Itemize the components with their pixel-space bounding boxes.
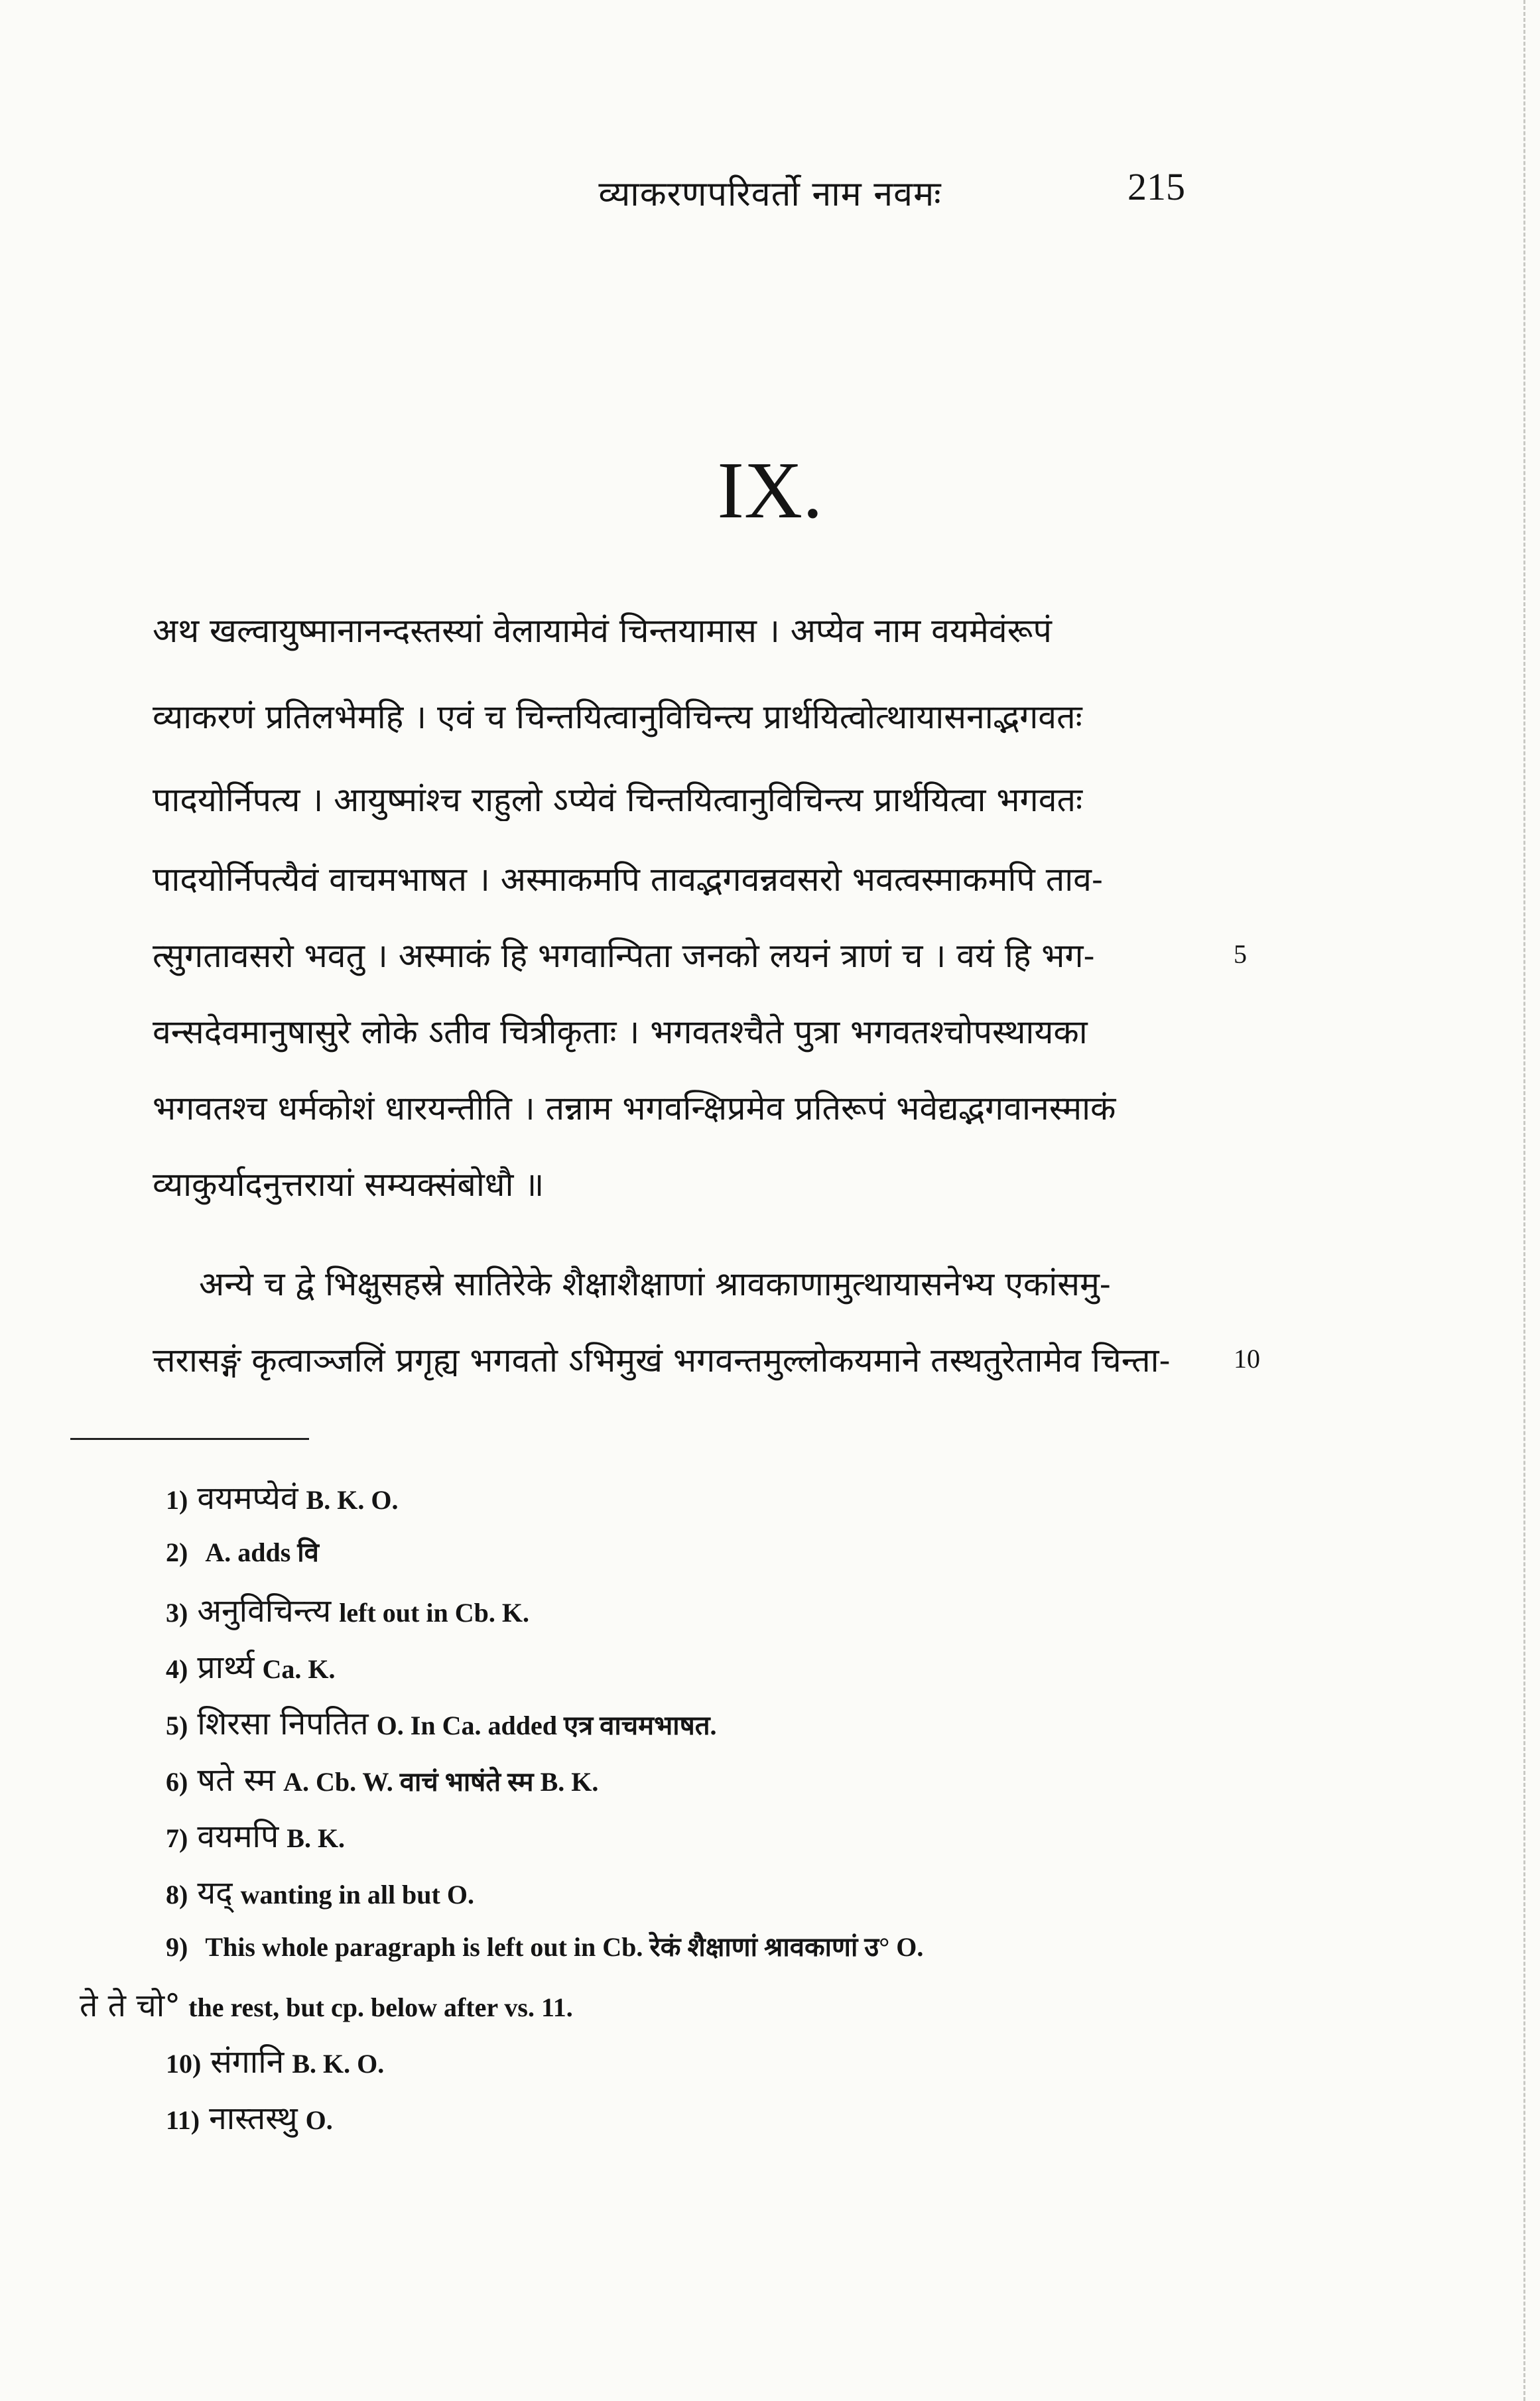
- footnote-variant: वयमप्येवं: [197, 1480, 298, 1517]
- footnote: [166, 1476, 1253, 1519]
- footnote-variant: अनुविचिन्त्य: [197, 1592, 332, 1630]
- footnote-note: B. K.: [287, 1823, 346, 1853]
- text-line: पादयोर्निपत्यैवं वाचमभाषत । अस्माकमपि तावद्भगवन्नवसरो भवत्वस्माकमपि ताव-: [153, 860, 1103, 899]
- footnote-number: 8): [166, 1880, 188, 1910]
- chapter-heading: IX.: [717, 446, 823, 535]
- footnote: [166, 1645, 1253, 1688]
- text-line: व्याकरणं प्रतिलभेमहि । एवं च चिन्तयित्वानुविचिन्त्य प्रार्थयित्वोत्थायासनाद्भगवतः: [153, 698, 1082, 736]
- footnote-number: 1): [166, 1485, 188, 1515]
- footnote: [166, 1589, 1253, 1632]
- footnote: [166, 1927, 1253, 1964]
- footnote-variant: ते ते चो°: [80, 1987, 181, 2024]
- page-number: 215: [1127, 165, 1185, 208]
- text-line: त्सुगतावसरो भवतु । अस्माकं हि भगवान्पिता जनको लयनं त्राणं च । वयं हि भग-: [153, 937, 1095, 975]
- footnote-note: A. adds वि: [205, 1537, 319, 1567]
- footnote-note: A. Cb. W. वाचं भाषंते स्म B. K.: [283, 1767, 599, 1797]
- footnote-variant: षते स्म: [197, 1762, 276, 1799]
- text-line: व्याकुर्यादनुत्तरायां सम्यक्संबोधौ ॥: [153, 1165, 545, 1204]
- footnote-number: 5): [166, 1711, 188, 1740]
- footnote-number: 6): [166, 1767, 188, 1797]
- text-line: भगवतश्च धर्मकोशं धारयन्तीति । तन्नाम भगवन्क्षिप्रमेव प्रतिरूपं भवेद्यद्भगवानस्माकं: [153, 1089, 1116, 1128]
- footnote-rule: [70, 1438, 309, 1440]
- footnote-note: O.: [305, 2105, 333, 2135]
- footnote-note: B. K. O.: [306, 1485, 399, 1515]
- running-header: व्याकरणपरिवर्तो नाम नवमः: [598, 174, 942, 214]
- footnote: [166, 1870, 1253, 1914]
- footnote-variant: संगानि: [210, 2044, 285, 2081]
- footnote-number: 3): [166, 1598, 188, 1628]
- text-line: अथ खल्वायुष्मानानन्दस्तस्यां वेलायामेवं चिन्तयामास । अप्येव नाम वयमेवंरूपं: [153, 612, 1052, 650]
- footnote-note: the rest, but cp. below after vs. 11.: [188, 1992, 573, 2022]
- footnote: [166, 1758, 1253, 1801]
- footnote-number: 2): [166, 1537, 188, 1567]
- footnote-number: 10): [166, 2049, 202, 2079]
- text-line: पादयोर्निपत्य । आयुष्मांश्च राहुलो ऽप्येवं चिन्तयित्वानुविचिन्त्य प्रार्थयित्वा भगवतः: [153, 781, 1083, 819]
- footnote: [166, 1814, 1253, 1857]
- footnote-note: This whole paragraph is left out in Cb. रेकं शैक्षाणां श्रावकाणां उ° O.: [205, 1932, 924, 1962]
- line-number: 5: [1234, 939, 1247, 969]
- footnote-number: 4): [166, 1654, 188, 1684]
- footnote-number: 9): [166, 1932, 188, 1962]
- footnote: [166, 2096, 1253, 2139]
- footnote-variant: नास्तस्थु: [209, 2100, 298, 2137]
- footnote: [166, 1532, 1253, 1569]
- footnote: [166, 1701, 1253, 1744]
- footnote: [166, 2040, 1253, 2083]
- footnote-continuation: [70, 1983, 1158, 2026]
- footnote-variant: वयमपि: [197, 1818, 279, 1855]
- text-line: त्तरासङ्गं कृत्वाञ्जलिं प्रगृह्य भगवतो ऽभिमुखं भगवन्तमुल्लोकयमाने तस्थतुरेतामेव चिन्ता-: [153, 1341, 1171, 1380]
- footnote-variant: यद्: [197, 1874, 233, 1912]
- footnote-number: 11): [166, 2105, 200, 2135]
- footnote-variant: शिरसा निपतित: [197, 1705, 369, 1742]
- footnote-variant: प्रार्थ्य: [197, 1649, 255, 1686]
- footnote-note: Ca. K.: [262, 1654, 336, 1684]
- text-line: अन्ये च द्वे भिक्षुसहस्रे सातिरेके शैक्षाशैक्षाणां श्रावकाणामुत्थायासनेभ्य एकांसमु-: [199, 1265, 1111, 1303]
- page-edge: [1521, 0, 1525, 2401]
- footnote-number: 7): [166, 1823, 188, 1853]
- footnote-note: wanting in all but O.: [240, 1880, 474, 1910]
- footnote-note: left out in Cb. K.: [339, 1598, 529, 1628]
- footnote-note: O. In Ca. added एत्र वाचमभाषत.: [376, 1711, 717, 1740]
- line-number: 10: [1234, 1344, 1260, 1374]
- text-line: वन्सदेवमानुषासुरे लोके ऽतीव चित्रीकृताः । भगवतश्चैते पुत्रा भगवतश्चोपस्थायका: [153, 1013, 1088, 1051]
- footnote-note: B. K. O.: [292, 2049, 385, 2079]
